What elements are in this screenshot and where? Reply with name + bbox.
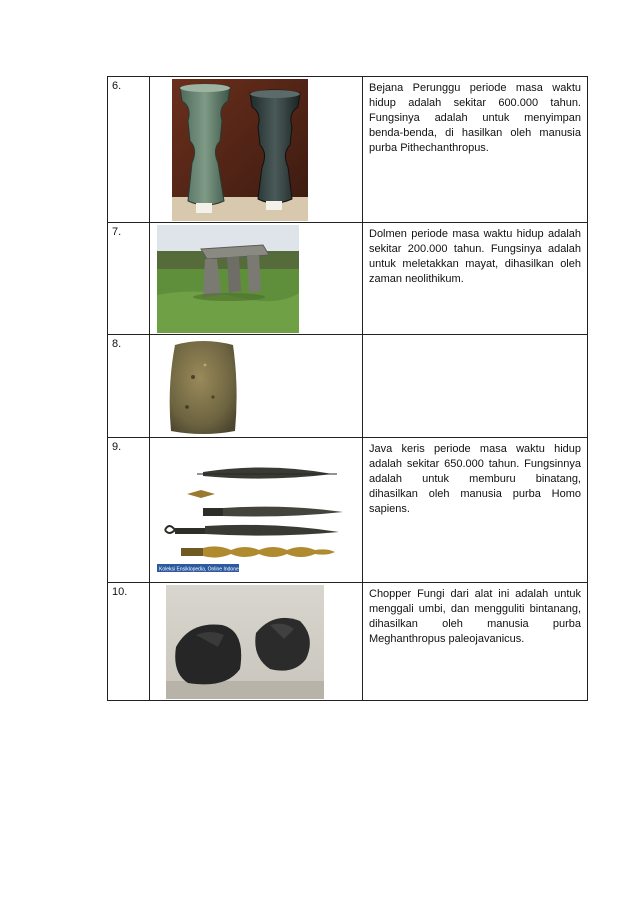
image-caption: Koleksi Ensiklopedia, Online Indonesia [159,566,246,572]
row-number: 9. [108,438,150,583]
artifact-table [107,76,588,701]
image-cell [150,223,363,335]
row-description: Dolmen periode masa waktu hidup adalah sekitar 200.000 tahun. Fungsinya adalah untuk meletakkan mayat, dihasilkan oleh zaman neolithikum. [363,223,588,335]
row-number: 7. [108,223,150,335]
table-row [108,335,588,438]
table-row [108,438,588,583]
row-description: Bejana Perunggu periode masa waktu hidup adalah sekitar 600.000 tahun. Fungsinya adalah untuk menyimpan benda-benda, di hasilkan oleh manusia purba Pithechanthropus. [363,77,588,223]
chopper-image [166,585,324,699]
row-description [363,335,588,438]
bronze-vessel-image [172,79,308,221]
row-number: 8. [108,335,150,438]
row-number: 6. [108,77,150,223]
stone-axe-image [163,337,243,437]
image-cell [150,335,363,438]
table-row [108,77,588,223]
image-cell [150,583,363,701]
row-number: 10. [108,583,150,701]
row-description: Chopper Fungi dari alat ini adalah untuk menggali umbi, dan mengguliti bintanang, dihasilkan oleh manusia purba Meghanthropus paleojavanicus. [363,583,588,701]
table-row [108,583,588,701]
image-cell [150,438,363,583]
image-cell [150,77,363,223]
row-description: Java keris periode masa waktu hidup adalah sekitar 650.000 tahun. Fungsinnya adalah untuk memburu binatang, dihasilkan oleh manusia purba Homo sapiens. [363,438,588,583]
dolmen-image [157,225,299,333]
keris-image [157,460,345,572]
table-row [108,223,588,335]
